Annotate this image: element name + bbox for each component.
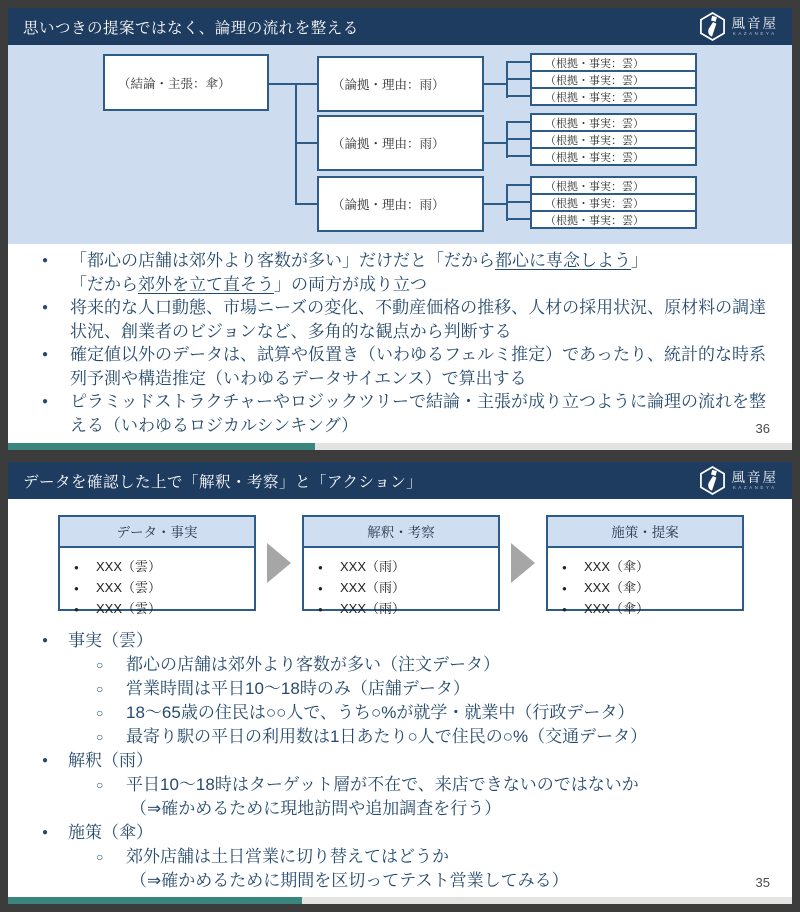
flow-item-text: XXX（傘） bbox=[584, 601, 650, 616]
bullet-marker: ● bbox=[42, 255, 49, 266]
evidence-box: （根拠・事実：雲） bbox=[530, 130, 697, 149]
footer-bar bbox=[8, 897, 792, 904]
evidence-group bbox=[530, 113, 697, 166]
kazaneya-logo bbox=[699, 466, 779, 495]
bullet-marker: ● bbox=[74, 563, 79, 572]
evidence-box: （根拠・事実：雲） bbox=[530, 210, 697, 229]
underlined-phrase: 都心に専念しよう bbox=[495, 251, 631, 270]
connector-line bbox=[506, 121, 532, 123]
logo-text bbox=[732, 17, 779, 37]
bullet-marker: ○ bbox=[96, 730, 104, 744]
outline-note: （⇒確かめるために現地訪問や追加調査を行う） bbox=[130, 799, 502, 818]
flow-step-items bbox=[548, 548, 742, 620]
bullet-marker: ● bbox=[42, 396, 49, 407]
bullet-item bbox=[38, 343, 778, 390]
connector-line bbox=[506, 218, 532, 220]
bullet-marker: ● bbox=[562, 563, 567, 572]
connector-line bbox=[506, 138, 532, 140]
flow-item-text: XXX（傘） bbox=[584, 559, 650, 574]
underlined-phrase: 郊外を立て直そう bbox=[138, 274, 274, 294]
slide-35-title: データを確認した上で「解釈・考察」と「アクション」 bbox=[23, 473, 423, 491]
bullet-item bbox=[38, 296, 778, 343]
evidence-group bbox=[530, 53, 697, 106]
flow-item bbox=[318, 599, 494, 620]
logo-subtext: KAZANEYA bbox=[732, 31, 777, 36]
outline-text: 郊外店舗は土日営業に切り替えてはどうか bbox=[126, 847, 449, 866]
outline-level2 bbox=[8, 845, 792, 869]
bullet-marker: ● bbox=[42, 302, 49, 313]
connector-line bbox=[506, 78, 532, 80]
connector-line bbox=[295, 203, 319, 205]
bullet-marker: ● bbox=[562, 605, 567, 614]
logo-subtext: KAZANEYA bbox=[732, 485, 777, 490]
bullet-marker: ● bbox=[318, 563, 323, 572]
outline-label: 施策（傘） bbox=[68, 823, 153, 842]
flow-item bbox=[562, 599, 738, 620]
slide-36 bbox=[8, 8, 792, 450]
page-number: 35 bbox=[755, 875, 770, 890]
flow-item-text: XXX（雨） bbox=[340, 601, 406, 616]
bullet-marker: ○ bbox=[96, 706, 104, 720]
bullet-list bbox=[8, 244, 792, 437]
flow-step-title: 解釈・考察 bbox=[304, 517, 498, 548]
footer-accent-bar bbox=[8, 897, 302, 904]
bullet-marker: ○ bbox=[96, 682, 104, 696]
connector-line bbox=[506, 185, 508, 221]
outline-level2 bbox=[8, 773, 792, 797]
flow-step-interpretation bbox=[302, 515, 500, 616]
footer-bar bbox=[8, 443, 792, 450]
flow-step-title: 施策・提案 bbox=[548, 517, 742, 548]
evidence-box: （根拠・事実：雲） bbox=[530, 87, 697, 106]
connector-line bbox=[482, 203, 508, 205]
bullet-text: 将来的な人口動態、市場ニーズの変化、不動産価格の推移、人材の採用状況、原材料の調達状況、創業者のビジョンなど、多角的な観点から判断する bbox=[70, 298, 767, 341]
logo-name: 風音屋 bbox=[731, 469, 778, 485]
evidence-group bbox=[530, 176, 697, 229]
flow-step-title: データ・事実 bbox=[60, 517, 254, 548]
reason-box: （論拠・理由：雨） bbox=[317, 56, 484, 112]
logo-name: 風音屋 bbox=[731, 15, 778, 31]
flow-item-text: XXX（雲） bbox=[96, 559, 162, 574]
evidence-box: （根拠・事実：雲） bbox=[530, 113, 697, 132]
bullet-marker: ● bbox=[42, 755, 49, 766]
hexagon-figure-icon bbox=[699, 466, 726, 495]
logo-text bbox=[732, 471, 779, 491]
flow-item bbox=[74, 599, 250, 620]
flow-item-text: XXX（雨） bbox=[340, 580, 406, 595]
flow-item-text: XXX（雨） bbox=[340, 559, 406, 574]
bullet-text: ピラミッドストラクチャーやロジックツリーで結論・主張が成り立つように論理の流れを整える（いわゆるロジカルシンキング） bbox=[70, 392, 766, 435]
bullet-marker: ● bbox=[74, 584, 79, 593]
right-arrow-icon bbox=[267, 543, 291, 583]
flow-item bbox=[562, 578, 738, 599]
evidence-box: （根拠・事実：雲） bbox=[530, 147, 697, 166]
connector-line bbox=[506, 95, 532, 97]
outline-level1 bbox=[8, 821, 792, 845]
reason-box: （論拠・理由：雨） bbox=[317, 176, 484, 232]
connector-line bbox=[506, 155, 532, 157]
flow-item bbox=[74, 557, 250, 578]
outline-level2 bbox=[8, 725, 792, 749]
conclusion-box: （結論・主張：傘） bbox=[103, 54, 269, 111]
flow-step-data-fact bbox=[58, 515, 256, 616]
flow-item-text: XXX（傘） bbox=[584, 580, 650, 595]
outline-list bbox=[8, 629, 792, 893]
connector-line bbox=[482, 83, 508, 85]
flow-item-text: XXX（雲） bbox=[96, 580, 162, 595]
bullet-marker: ○ bbox=[96, 850, 104, 864]
bullet-text bbox=[70, 249, 778, 296]
footer-accent-bar bbox=[8, 443, 315, 450]
flow-item bbox=[562, 557, 738, 578]
slide-35 bbox=[8, 462, 792, 904]
flow-step-action bbox=[546, 515, 744, 616]
bullet-marker: ● bbox=[318, 584, 323, 593]
slide-35-header bbox=[8, 462, 792, 499]
outline-text: 営業時間は平日10～18時のみ（店舗データ） bbox=[126, 679, 470, 698]
bullet-segment: 「都心の店舗は郊外より客数が多い」だけだと「だから bbox=[70, 251, 495, 270]
outline-text: 都心の店舗は郊外より客数が多い（注文データ） bbox=[126, 655, 500, 674]
logic-tree-diagram bbox=[8, 45, 792, 244]
bullet-marker: ● bbox=[562, 584, 567, 593]
outline-label: 解釈（雨） bbox=[68, 751, 153, 770]
bullet-segment: 」 bbox=[631, 251, 648, 270]
bullet-marker: ● bbox=[42, 827, 49, 838]
outline-level2 bbox=[8, 677, 792, 701]
outline-label: 事実（雲） bbox=[68, 631, 153, 650]
outline-level1 bbox=[8, 749, 792, 773]
evidence-box: （根拠・事実：雲） bbox=[530, 176, 697, 195]
bullet-marker: ● bbox=[42, 635, 49, 646]
connector-line bbox=[295, 142, 319, 144]
bullet-marker: ● bbox=[318, 605, 323, 614]
connector-line bbox=[506, 122, 508, 158]
connector-line bbox=[295, 83, 297, 205]
outline-level1 bbox=[8, 629, 792, 653]
page-number: 36 bbox=[755, 421, 770, 436]
hexagon-figure-icon bbox=[699, 12, 726, 41]
evidence-box: （根拠・事実：雲） bbox=[530, 193, 697, 212]
right-arrow-icon bbox=[511, 543, 535, 583]
slide-36-header bbox=[8, 8, 792, 45]
process-flow bbox=[58, 515, 744, 616]
connector-line bbox=[506, 201, 532, 203]
outline-note: （⇒確かめるために期間を区切ってテスト営業してみる） bbox=[130, 871, 569, 890]
flow-item bbox=[318, 557, 494, 578]
outline-text: 最寄り駅の平日の利用数は1日あたり○人で住民の○%（交通データ） bbox=[126, 727, 648, 746]
connector-line bbox=[506, 62, 508, 98]
connector-line bbox=[482, 142, 508, 144]
bullet-segment: 」の両方が成り立つ bbox=[274, 274, 427, 294]
outline-text: 18～65歳の住民は○○人で、うち○%が就学・就業中（行政データ） bbox=[126, 703, 635, 722]
bullet-item bbox=[38, 390, 778, 437]
connector-line bbox=[269, 83, 319, 85]
bullet-marker: ● bbox=[42, 349, 49, 360]
evidence-box: （根拠・事実：雲） bbox=[530, 70, 697, 89]
bullet-marker: ○ bbox=[96, 778, 104, 792]
flow-item bbox=[318, 578, 494, 599]
connector-line bbox=[506, 184, 532, 186]
outline-level2 bbox=[8, 701, 792, 725]
kazaneya-logo bbox=[699, 12, 779, 41]
reason-box: （論拠・理由：雨） bbox=[317, 115, 484, 171]
bullet-text: 確定値以外のデータは、試算や仮置き（いわゆるフェルミ推定）であったり、統計的な時系列予測や構造推定（いわゆるデータサイエンス）で算出する bbox=[70, 345, 766, 388]
flow-item bbox=[74, 578, 250, 599]
slide-36-title: 思いつきの提案ではなく、論理の流れを整える bbox=[23, 19, 359, 37]
bullet-item bbox=[38, 249, 778, 296]
flow-step-items bbox=[60, 548, 254, 620]
outline-level2 bbox=[8, 653, 792, 677]
evidence-box: （根拠・事実：雲） bbox=[530, 53, 697, 72]
flow-step-items bbox=[304, 548, 498, 620]
flow-item-text: XXX（雲） bbox=[96, 601, 162, 616]
bullet-marker: ● bbox=[74, 605, 79, 614]
outline-text: 平日10～18時はターゲット層が不在で、来店できないのではないか bbox=[126, 775, 639, 794]
connector-line bbox=[506, 61, 532, 63]
bullet-segment: 「だから bbox=[70, 274, 138, 294]
bullet-marker: ○ bbox=[96, 658, 104, 672]
